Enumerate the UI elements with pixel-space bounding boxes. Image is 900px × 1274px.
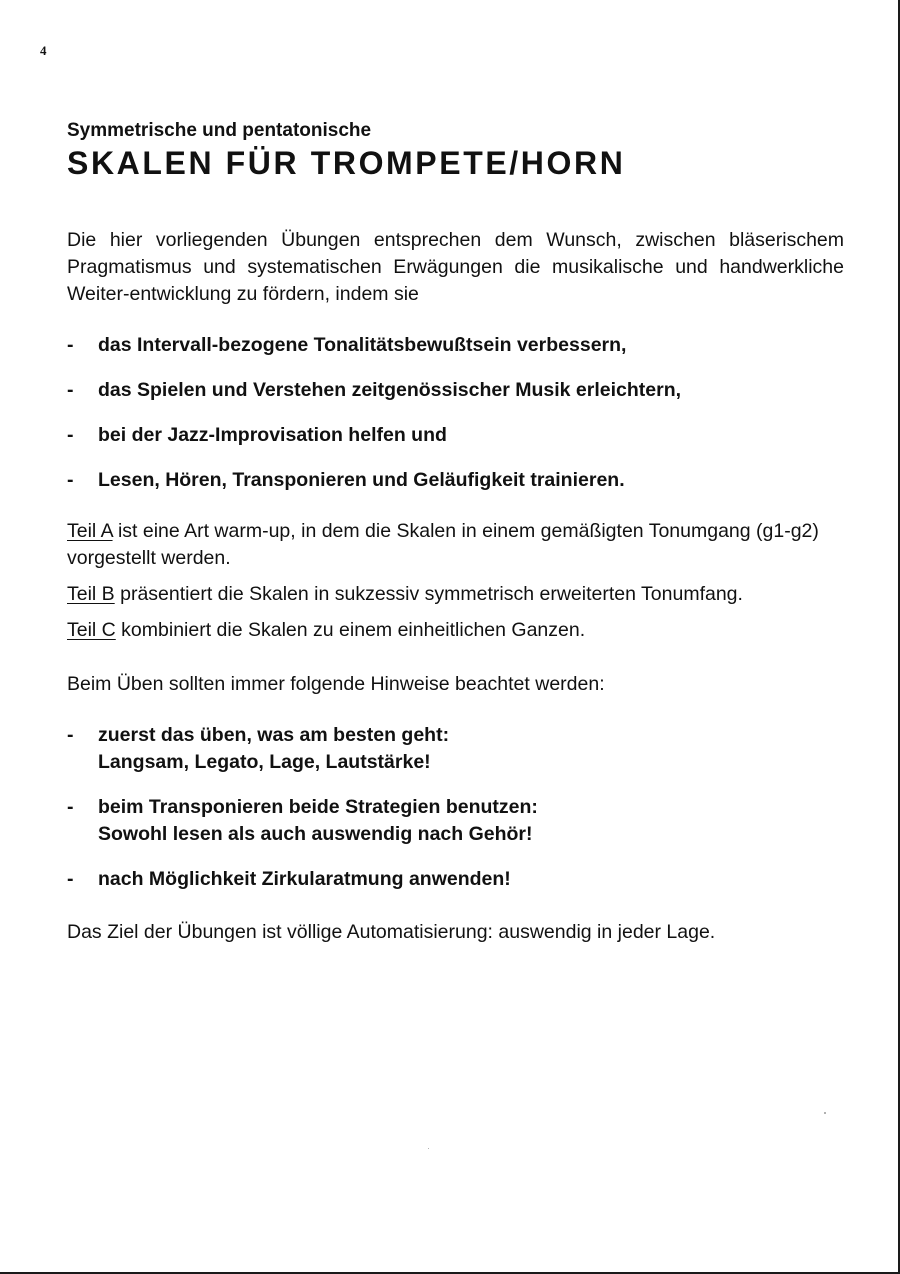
part-a-text: ist eine Art warm-up, in dem die Skalen in einem gemäßigten Tonumgang (g1-g2) vorgestellt werden. xyxy=(67,520,819,569)
page-title: SKALEN FÜR TROMPETE/HORN xyxy=(67,145,626,181)
scan-speck xyxy=(824,1112,826,1114)
hint-line: nach Möglichkeit Zirkularatmung anwenden! xyxy=(98,868,511,890)
intro-paragraph: Die hier vorliegenden Übungen entsprechen dem Wunsch, zwischen bläserischem Pragmatismus und systematischen Erwägungen die musikalische und handwerkliche Weiter-entwicklung zu fördern, indem sie xyxy=(67,229,844,305)
hint-line: Langsam, Legato, Lage, Lautstärke! xyxy=(98,751,431,773)
bullet-dash: - xyxy=(67,796,74,818)
hint-line: Sowohl lesen als auch auswendig nach Gehör! xyxy=(98,823,533,845)
hints-list xyxy=(67,722,844,893)
hint-text xyxy=(98,866,844,893)
list-item xyxy=(67,722,844,776)
hint-text xyxy=(98,722,844,776)
list-item xyxy=(67,332,844,359)
bullet-dash: - xyxy=(67,379,74,401)
subtitle: Symmetrische und pentatonische xyxy=(67,120,372,141)
list-item xyxy=(67,467,844,494)
bullet-dash: - xyxy=(67,424,74,446)
bullet-dash: - xyxy=(67,868,74,890)
part-b-paragraph xyxy=(67,581,844,608)
part-a-paragraph xyxy=(67,518,844,572)
list-item xyxy=(67,794,844,848)
hint-line: zuerst das üben, was am besten geht: xyxy=(98,724,450,746)
list-item xyxy=(67,422,844,449)
hint-line: beim Transponieren beide Strategien benutzen: xyxy=(98,796,538,818)
list-item xyxy=(67,866,844,893)
part-c-paragraph xyxy=(67,617,844,644)
hints-intro: Beim Üben sollten immer folgende Hinweise beachtet werden: xyxy=(67,673,605,695)
part-a-label: Teil A xyxy=(67,520,113,542)
goal-text: Lesen, Hören, Transponieren und Geläufigkeit trainieren. xyxy=(98,469,625,491)
hint-text xyxy=(98,794,844,848)
goal-text: das Intervall-bezogene Tonalitätsbewußtsein verbessern, xyxy=(98,334,627,356)
part-c-label: Teil C xyxy=(67,619,116,641)
part-c-text: kombiniert die Skalen zu einem einheitlichen Ganzen. xyxy=(115,619,586,641)
goal-text: das Spielen und Verstehen zeitgenössischer Musik erleichtern, xyxy=(98,379,682,401)
bullet-dash: - xyxy=(67,334,74,356)
goal-text: bei der Jazz-Improvisation helfen und xyxy=(98,424,447,446)
scan-speck xyxy=(428,1148,429,1149)
part-b-label: Teil B xyxy=(67,583,115,605)
part-b-text: präsentiert die Skalen in sukzessiv symmetrisch erweiterten Tonumfang. xyxy=(114,583,743,605)
page-content xyxy=(67,118,844,946)
bullet-dash: - xyxy=(67,469,74,491)
closing-paragraph: Das Ziel der Übungen ist völlige Automatisierung: auswendig in jeder Lage. xyxy=(67,921,716,943)
page-number: 4 xyxy=(40,43,47,58)
bullet-dash: - xyxy=(67,724,74,746)
goals-list xyxy=(67,332,844,494)
list-item xyxy=(67,377,844,404)
